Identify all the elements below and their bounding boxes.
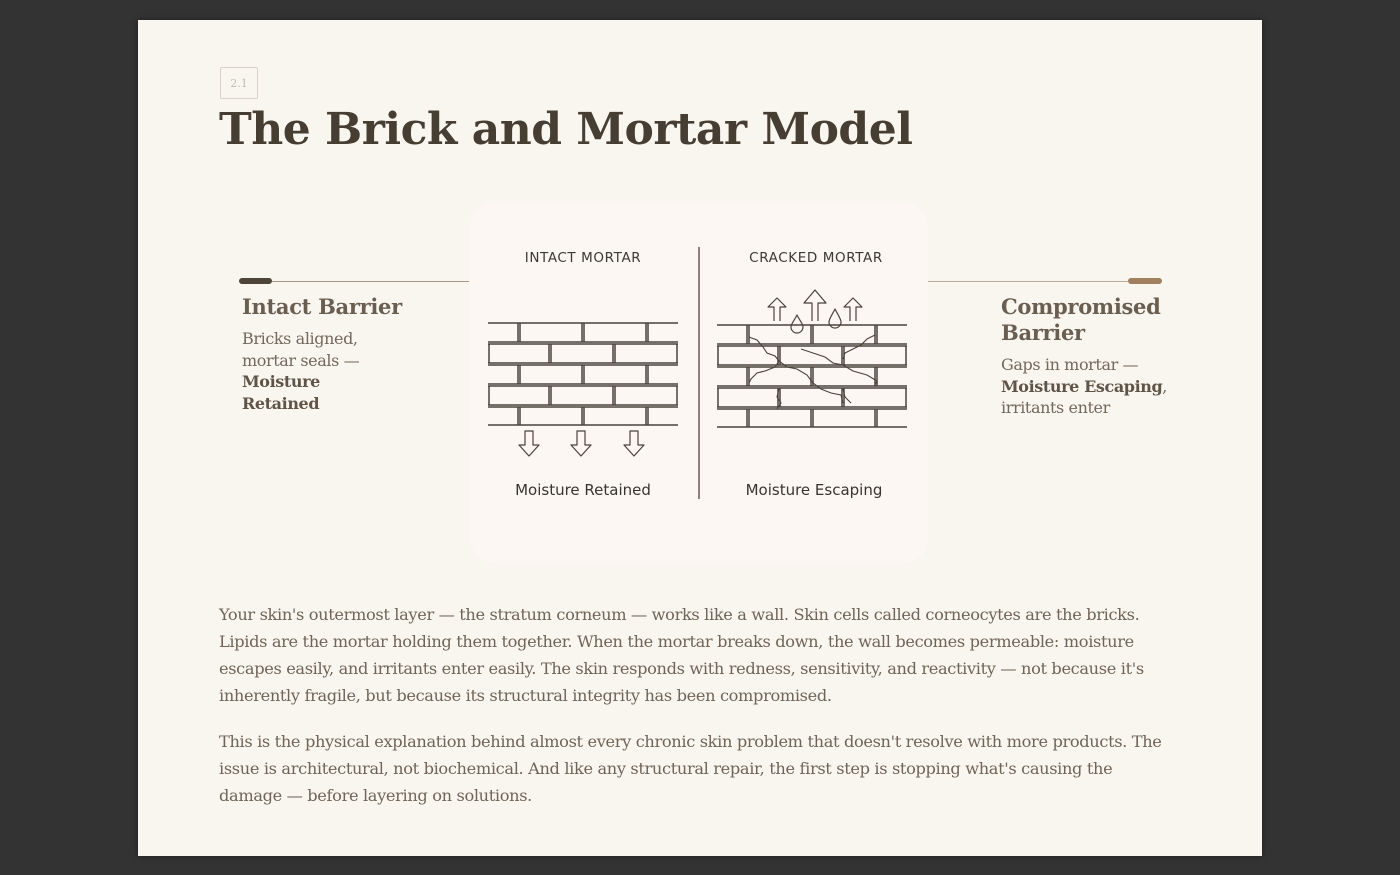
intact-brick-wall-icon xyxy=(488,321,680,461)
body-paragraph-2: This is the physical explanation behind almost every chronic skin problem that doesn't resolve with more products. The issue is architectural, not biochemical. And like any structural repair, the first step is stopping what's causing the damage — before layering on solutions. xyxy=(219,732,1162,805)
compromised-connector-line xyxy=(928,281,1160,282)
intact-mortar-label: INTACT MORTAR xyxy=(524,250,642,266)
moisture-escaping-caption: Moisture Escaping xyxy=(745,481,883,499)
cracked-mortar-label: CRACKED MORTAR xyxy=(749,250,883,266)
compromised-barrier-emphasis: Moisture Escaping xyxy=(1001,376,1163,396)
compromised-barrier-title: Compromised Barrier xyxy=(1001,294,1161,345)
compromised-barrier-callout xyxy=(1001,294,1171,419)
intact-barrier-title: Intact Barrier xyxy=(242,294,402,319)
moisture-retained-caption: Moisture Retained xyxy=(515,481,651,499)
body-paragraph-1: Your skin's outermost layer — the stratum corneum — works like a wall. Skin cells called corneocytes are the bricks. Lipids are the mortar holding them together. When the mortar breaks down, the wall becomes permeable: moisture escapes easily, and irritants enter easily. The skin responds with redness, sensitivity, and reactivity — not because it's inherently fragile, but because its structural integrity has been compromised. xyxy=(219,605,1144,705)
panel-divider xyxy=(698,247,700,499)
intact-accent-bar xyxy=(239,278,272,284)
document-page xyxy=(138,20,1262,856)
cracked-brick-wall-icon xyxy=(717,285,909,463)
compromised-accent-bar xyxy=(1128,278,1162,284)
intact-barrier-description xyxy=(242,328,402,414)
compromised-barrier-description xyxy=(1001,354,1171,419)
intact-barrier-callout xyxy=(242,294,402,414)
brick-mortar-illustration xyxy=(470,203,928,563)
compromised-barrier-text: Gaps in mortar — xyxy=(1001,355,1139,374)
intact-connector-line xyxy=(239,281,469,282)
page-title: The Brick and Mortar Model xyxy=(219,104,913,155)
intact-barrier-emphasis: Moisture Retained xyxy=(242,372,320,413)
section-number-badge: 2.1 xyxy=(220,67,258,99)
intact-barrier-text: Bricks aligned, mortar seals — xyxy=(242,329,360,370)
compromised-barrier-text-2: , irritants enter xyxy=(1001,376,1167,417)
